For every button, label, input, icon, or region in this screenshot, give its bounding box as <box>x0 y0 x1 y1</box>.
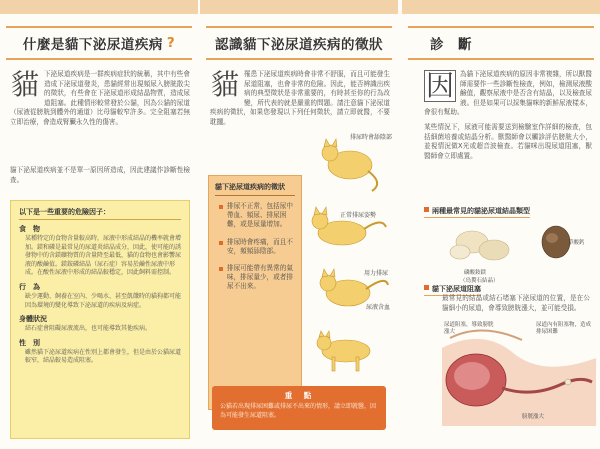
risk-section-text: 雖然貓下泌尿道疾病在性別上都會發生，但是由於公貓尿道較窄，結晶較易造成阻塞。 <box>25 348 182 365</box>
title-question-mark: ? <box>166 35 176 51</box>
intro-paragraph: 下泌尿道疾病是一群疾病症狀的統稱，其中有些會造成下泌尿道發炎，患貓經常出現頻尿入膀胱散尖的徵狀，有些會在下泌尿道形成結晶物質，造成尿道阻塞。此種情形較常發於公貓，因為公貓的尿道（尿液從膀胱到體外的通道）比母貓較窄許多。完全阻塞若無立即治療，會造成腎臟永久性的傷害。 <box>10 70 190 126</box>
key-point-title: 重 點 <box>284 391 314 400</box>
section-title-symptoms: 認識貓下泌尿道疾病的徵狀 <box>206 26 392 60</box>
risk-section-food <box>11 224 189 278</box>
struvite-crystal-image <box>450 231 509 260</box>
risk-section-title: 行 為 <box>19 282 40 291</box>
note-paragraph <box>10 166 190 190</box>
risk-section-behavior <box>11 282 189 310</box>
intro-block <box>424 70 592 166</box>
risk-factor-heading: 以下是一些重要的危險因子： <box>19 207 181 220</box>
cat-licking-illustration <box>322 139 377 191</box>
title-text: 什麼是貓下泌尿道疾病 <box>22 37 163 53</box>
top-band <box>200 0 398 14</box>
risk-section-title: 食 物 <box>19 225 40 233</box>
cat4-caption: 尿液含血 <box>366 304 391 311</box>
intro-paragraph: 為貓下泌尿道疾病的原因非常複雜，所以獸醫師需要作一些診斷性檢查，例如，檢測尿液酸鹼值，觀察尿液中是否含有結晶，以及檢查尿液。但是如果可以採集貓咪的新鮮尿液樣本，會很有幫助。 <box>424 70 592 117</box>
top-band <box>402 0 600 14</box>
column-what-is <box>0 0 198 449</box>
struvite-label: 磷酸銨鎂 <box>464 270 487 276</box>
intro-paragraph: 罹患下泌尿道疾病時會非常不舒服，而且可能發生尿道阻塞，也會非常的危險。因此，能否辨識出疾病的典型徵狀是非常重要的，有時甚至你的行為改變，所代表的就是嚴重的問題。請注意貓下泌尿道疾病的徵狀，如果您發現以下列任何徵狀，請立即就醫，不要耽擱。 <box>210 70 390 126</box>
crystal-heading <box>424 206 530 218</box>
second-paragraph: 某些情況下，尿液可能需要送到檢驗室作詳細的檢查，包括細菌培養或結晶分析。獸醫師會以觸診評估膀胱大小，並視情況做X光或超音波檢查。若貓咪出現尿道阻塞，獸醫師會立即處置。 <box>424 122 592 160</box>
symptoms-box <box>208 175 302 410</box>
risk-section-text: 缺少運動、飼養在室內、少喝水、甚至飢餓時的貓狗都可能因為環境的變化導致下泌尿道的疾病及病症。 <box>25 292 182 309</box>
anatomy-label-left: 尿道阻塞，導致膀胱漲大 <box>444 322 494 335</box>
risk-factor-box <box>10 200 190 439</box>
column-diagnosis <box>402 0 600 449</box>
cat-walking-illustration <box>317 331 370 371</box>
cat3-caption: 用力排尿 <box>364 270 389 277</box>
struvite-sublabel: （鳥糞石結晶） <box>460 278 499 284</box>
intro-block <box>210 70 390 133</box>
risk-section-body <box>11 314 189 334</box>
obstruction-plug <box>565 379 571 385</box>
dropcap: 貓 <box>10 68 39 101</box>
symptom-item: 排尿可能帶有異常的氣味，排尿量少，或者排尿不出來。 <box>219 264 293 292</box>
square-bullet-icon <box>424 285 429 290</box>
oxalate-crystal-image <box>542 226 570 258</box>
cat1-caption: 排尿時會舔陰部 <box>350 134 393 141</box>
risk-section-sex <box>11 338 189 366</box>
section-title-diagnosis: 診 斷 <box>408 26 594 60</box>
symptoms-heading: 貓下泌尿道疾病的徵狀 <box>215 182 295 196</box>
column-symptoms <box>200 0 398 449</box>
oxalate-label: 草酸鈣 <box>568 240 585 246</box>
section-title-what-is <box>6 26 192 60</box>
risk-section-title: 身體狀況 <box>19 315 47 324</box>
key-point-box <box>212 386 386 430</box>
obstruction-paragraph <box>442 294 590 318</box>
risk-section-title: 性 別 <box>19 338 40 347</box>
cat-illustrations <box>302 125 396 385</box>
cat2-caption: 正常排尿姿勢 <box>340 212 377 219</box>
symptom-item: 排尿不正常，包括尿中帶血、頻尿、排尿困難，或是尿量增加。 <box>219 202 293 230</box>
dropcap: 因 <box>425 69 454 102</box>
anatomy-label-right: 尿道內有阻塞物，造成排尿困難 <box>536 322 592 335</box>
crystal-heading-text: 兩種最常見的貓泌尿道結晶類型 <box>432 207 530 215</box>
symptom-item: 排尿時會疼痛，而且不安，頻頻舔陰部。 <box>219 238 293 256</box>
obstruction-heading-text: 貓下泌尿道阻塞 <box>432 285 481 293</box>
key-point-text: 公貓若出現排尿困難或排尿不出來的情形，請立即就醫，因為可能發生尿道阻塞。 <box>220 403 377 419</box>
anatomy-label-bottom: 膀胱漲大 <box>522 414 545 420</box>
symptoms-list <box>209 202 301 292</box>
top-band <box>0 0 198 14</box>
risk-section-text: 結石症會阻礙尿液流出，也可能導致其他疾病。 <box>25 325 152 333</box>
dropcap: 貓 <box>210 68 239 101</box>
note-text: 貓下泌尿道疾病並不是單一原因所造成，因此建議作診斷性檢查。 <box>10 166 190 184</box>
square-bullet-icon <box>424 207 429 212</box>
risk-section-text: 某種特定的食物含量較高時，尿液中形成結晶的機率就會增加。鎂和磷是最常見的尿道炎結晶成分，因此，使可能的誘發物中的含鎂礦物質的含量降至最低，貓的食物也會影響尿液的酸鹼值。鎂銨磷結晶（尿石症）容易於鹼性尿液中形成。在酸性尿液中形成的結晶較穩定，因此飼料需控制。 <box>25 235 182 277</box>
obstruction-text: 最常見的結晶或結石堵塞下泌尿道的位置，是在公貓細小的尿道，會導致膀胱漲大，並可能受損。 <box>442 294 590 312</box>
intro-block <box>10 70 190 133</box>
